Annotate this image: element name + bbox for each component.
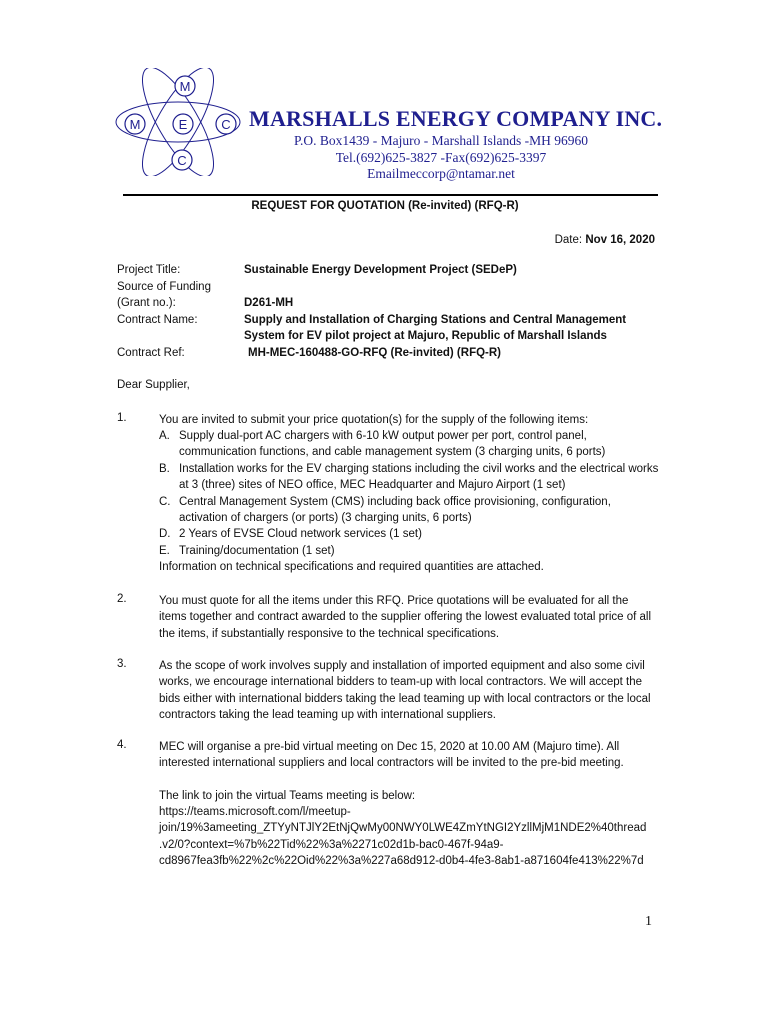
company-name: MARSHALLS ENERGY COMPANY INC. [249,106,663,131]
company-phone: Tel.(692)625-3827 -Fax(692)625-3397 [335,150,547,165]
paragraph-3-number: 3. [117,658,127,670]
link-line-3[interactable]: .v2/0?context=%7b%22Tid%22%3a%2271c02d1b-bac0-467f-94a9- [159,838,504,851]
teams-link-intro: The link to join the virtual Teams meeting is below: [159,790,416,802]
teams-meeting-link[interactable] [159,804,679,870]
document-date [555,234,655,246]
page-number: 1 [645,914,652,929]
date-label: Date: [554,234,583,246]
funding-label-2: (Grant no.): [117,297,176,309]
document-title: REQUEST FOR QUOTATION (Re-invited) (RFQ-R) [251,200,519,212]
paragraph-1-intro: You are invited to submit your price quotation(s) for the supply of the following items: [159,414,589,426]
paragraph-1-number: 1. [117,412,127,424]
item-letter: C. [159,495,171,508]
link-line-2[interactable]: join/19%3ameeting_ZTYyNTJlY2EtNjQwMy00NWY0LWE4ZmYtNGI2YzllMjM1NDE2%40thread [159,822,647,835]
logo-letter-bottom: C [177,153,187,168]
list-item [159,461,659,494]
mec-logo [108,68,248,176]
link-line-4[interactable]: cd8967fea3fb%22%2c%22Oid%22%3a%227a68d912-d0b4-4fe3-8ab1-a871604fe413%22%7d [159,855,644,868]
contract-name-label: Contract Name: [117,314,198,326]
contract-ref-label: Contract Ref: [117,347,185,359]
project-title-value: Sustainable Energy Development Project (SEDeP) [244,264,517,276]
contract-name-value-2: System for EV pilot project at Majuro, Republic of Marshall Islands [244,330,607,342]
date-value: Nov 16, 2020 [585,234,655,246]
item-text: Supply dual-port AC chargers with 6-10 kW output power per port, control panel, communication functions, and cable management system (3 charging units, 6 ports) [179,430,606,459]
logo-letter-right: C [221,117,231,132]
item-letter: A. [159,430,170,442]
list-item [159,543,659,559]
paragraph-4-text: MEC will organise a pre-bid virtual meeting on Dec 15, 2020 at 10.00 AM (Majuro time). All interested international suppliers and local contractors will be invited to the pre-bid meeting. [159,741,624,770]
logo-letter-left: M [129,117,141,132]
logo-letter-center: E [178,117,188,132]
funding-value: D261-MH [244,297,294,309]
paragraph-2-text: You must quote for all the items under this RFQ. Price quotations will be evaluated for all the items together and contract awarded to the supplier offering the lowest evaluated total price of all the items, if substantially responsive to the technical specifications. [159,595,652,640]
list-item [159,428,659,461]
company-address: P.O. Box1439 - Majuro - Marshall Islands -MH 96960 [294,133,588,148]
contract-ref-value: MH-MEC-160488-GO-RFQ (Re-invited) (RFQ-R) [248,347,502,359]
item-text: Training/documentation (1 set) [179,544,335,557]
item-text: 2 Years of EVSE Cloud network services (1 set) [179,528,422,541]
paragraph-1-items [159,428,659,576]
company-email: Emailmeccorp@ntamar.net [367,166,515,181]
funding-label-1: Source of Funding [117,281,211,293]
project-title-label: Project Title: [117,264,181,276]
item-letter: E. [159,544,170,557]
paragraph-1-outro: Information on technical specifications and required quantities are attached. [159,561,544,574]
contract-name-value-1: Supply and Installation of Charging Stations and Central Management [244,314,627,326]
item-letter: D. [159,528,171,541]
header-divider [123,194,658,196]
logo-letter-top: M [179,79,191,94]
paragraph-3-text: As the scope of work involves supply and installation of imported equipment and also some civil works, we encourage international bidders to team-up with local contractors. We will accept the bids either with international bidders taking the lead teaming up with local contractors or the local contractors taking the lead teaming up with international suppliers. [159,660,651,722]
item-letter: B. [159,462,170,475]
list-item [159,494,659,527]
paragraph-2-number: 2. [117,593,127,605]
salutation: Dear Supplier, [117,379,190,391]
item-text: Central Management System (CMS) including back office provisioning, configuration, activation of chargers (or ports) (3 charging units, 6 ports) [179,495,611,525]
item-text: Installation works for the EV charging stations including the civil works and the electrical works at 3 (three) sites of NEO office, MEC Headquarter and Majuro Airport (1 set) [179,462,659,492]
list-item [159,526,659,542]
link-line-1[interactable]: https://teams.microsoft.com/l/meetup- [159,806,351,818]
paragraph-4-number: 4. [117,739,127,751]
